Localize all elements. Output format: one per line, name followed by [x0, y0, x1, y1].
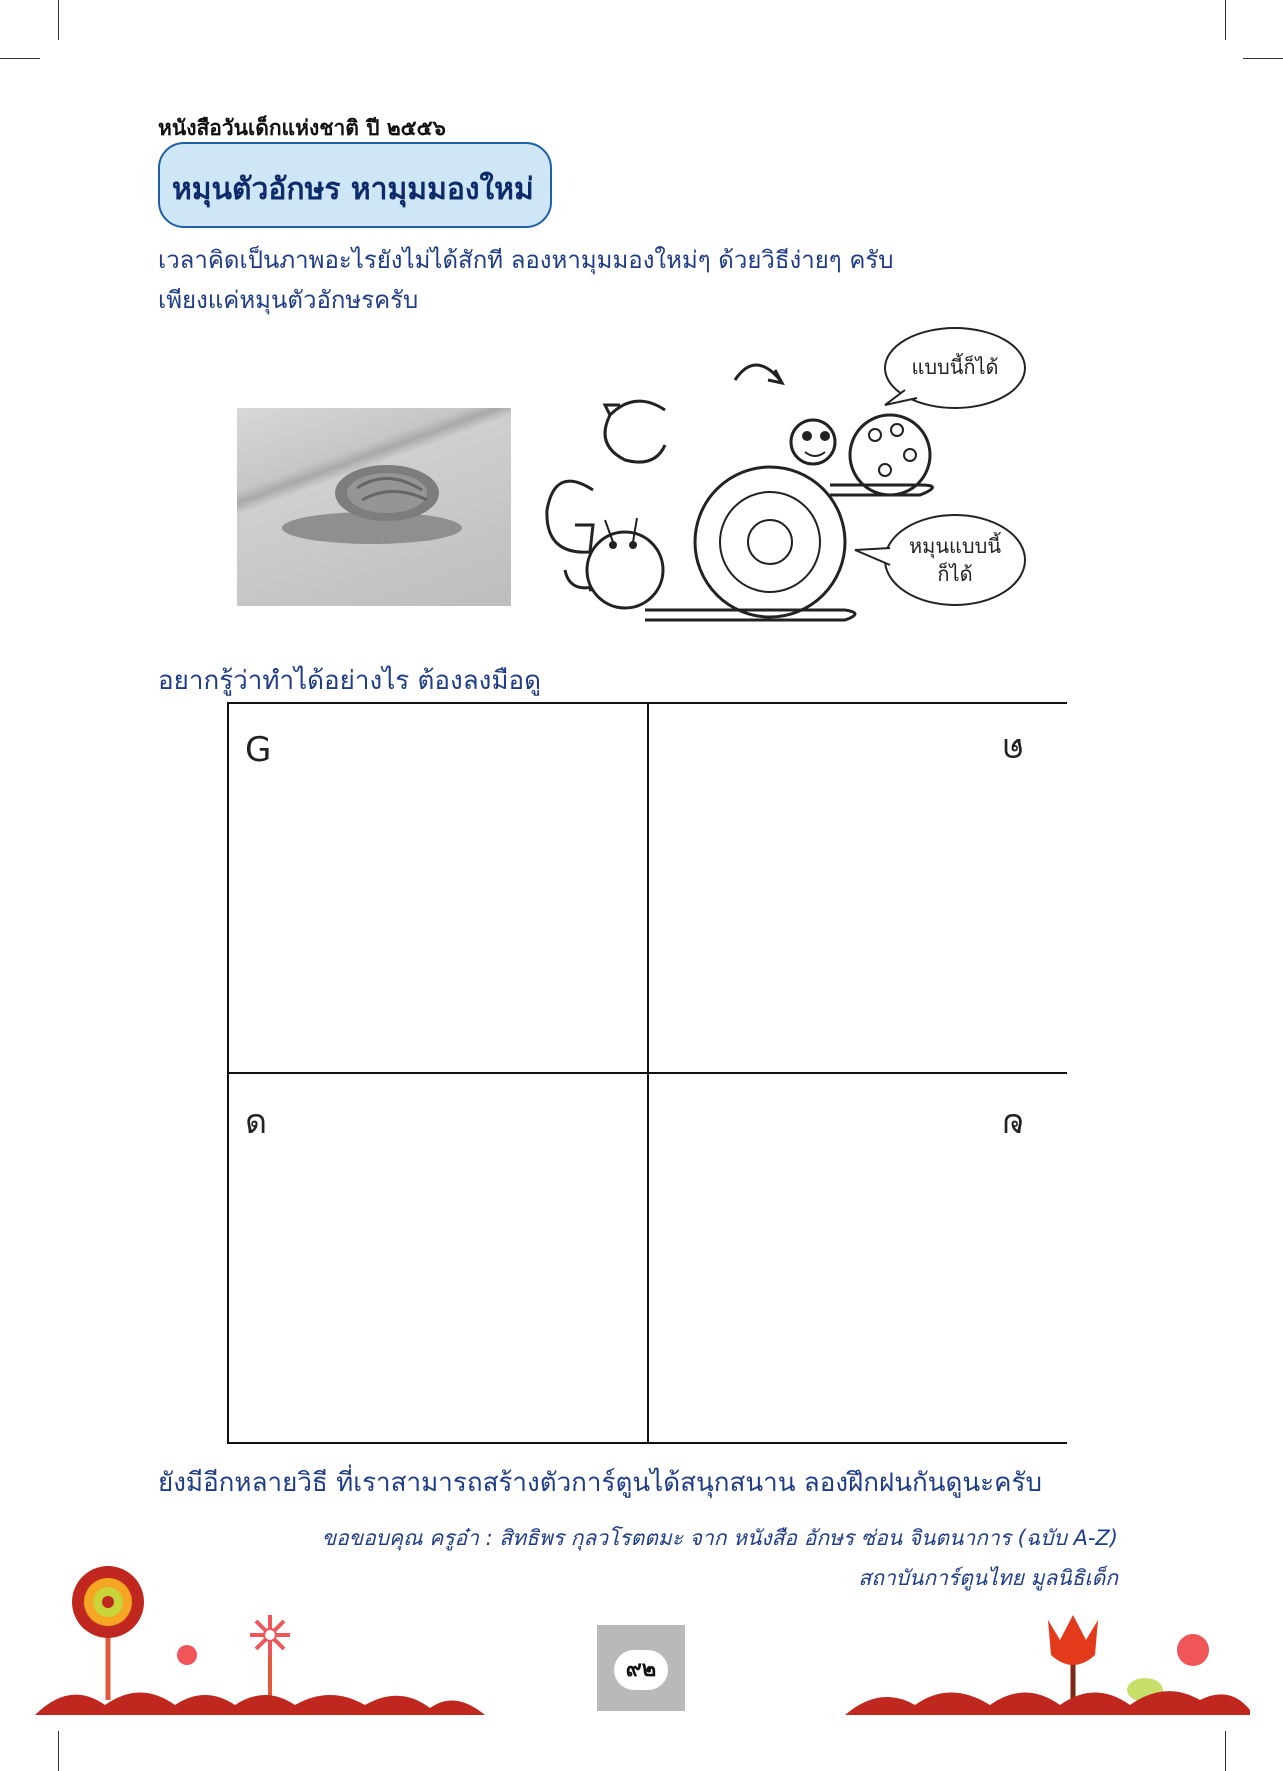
- crop-mark: [1225, 0, 1226, 40]
- glyph-top-right: ด: [1002, 730, 1025, 770]
- page-number: ๙๒: [614, 1650, 668, 1690]
- glyph-top-left: G: [245, 730, 272, 770]
- speech-bubble-bottom: [905, 532, 1005, 588]
- snail-illustration: [525, 320, 1045, 630]
- glyph-bottom-right: ด: [1002, 1102, 1025, 1142]
- credit-line-2: สถาบันการ์ตูนไทย มูลนิธิเด็ก: [858, 1566, 1118, 1590]
- drawing-grid: [227, 702, 1067, 1444]
- speech-bubble-top: แบบนี้ก็ได้: [911, 355, 999, 379]
- crop-mark: [1243, 58, 1283, 59]
- page-title: หมุนตัวอักษร หามุมมองใหม่: [172, 172, 534, 207]
- running-header: หนังสือวันเด็กแห่งชาติ ปี ๒๕๕๖: [158, 116, 446, 140]
- activity-prompt: อยากรู้ว่าทำได้อย่างไร ต้องลงมือดู: [158, 666, 541, 696]
- intro-line-2: เพียงแค่หมุนตัวอักษรครับ: [158, 286, 419, 314]
- credit-line-1: ขอขอบคุณ ครูอ๋า : สิทธิพร กุลวโรตตมะ จาก หนังสือ อักษร ซ่อน จินตนาการ (ฉบับ A-Z): [321, 1526, 1118, 1550]
- snail-photo: [237, 408, 511, 606]
- crop-mark: [58, 0, 59, 40]
- intro-paragraph: [158, 240, 1058, 320]
- grid-divider-horizontal: [227, 1072, 1067, 1074]
- closing-text: ยังมีอีกหลายวิธี ที่เราสามารถสร้างตัวการ์ตูนได้สนุกสนาน ลองฝึกฝนกันดูนะครับ: [158, 1468, 1042, 1498]
- glyph-bottom-left: ด: [245, 1102, 268, 1142]
- intro-line-1: เวลาคิดเป็นภาพอะไรยังไม่ได้สักที ลองหามุมมองใหม่ๆ ด้วยวิธีง่ายๆ ครับ: [158, 246, 894, 274]
- speech-bubble-bottom-line-1: หมุนแบบนี้: [909, 534, 1001, 558]
- crop-mark: [0, 58, 40, 59]
- speech-bubble-bottom-line-2: ก็ได้: [937, 562, 973, 586]
